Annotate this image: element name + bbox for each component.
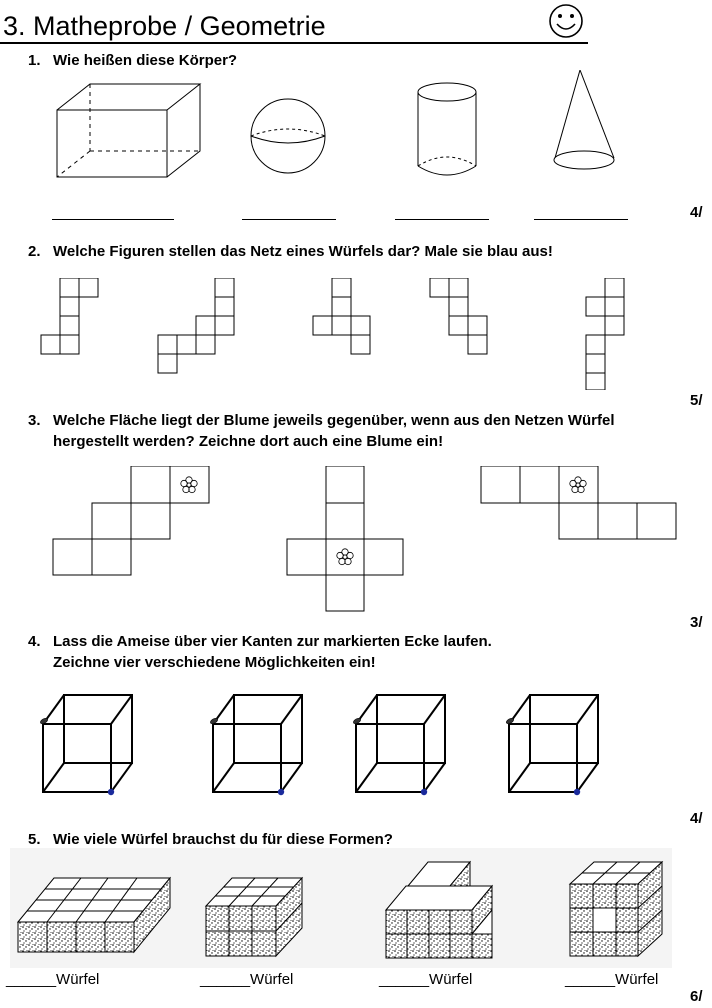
net-option-1[interactable] <box>41 278 98 354</box>
block-shape-4 <box>570 862 662 956</box>
question-5-text: Wie viele Würfel brauchst du für diese Formen? <box>53 831 393 848</box>
net-option-4[interactable] <box>430 278 487 354</box>
question-1 <box>28 50 237 71</box>
question-5-number: 5. <box>28 831 41 848</box>
question-3-line-2: hergestellt werden? Zeichne dort auch eine Blume ein! <box>53 433 444 450</box>
flower-net-2[interactable] <box>287 466 403 611</box>
net-option-2[interactable] <box>158 278 234 373</box>
smiley-icon <box>548 3 584 39</box>
flower-nets-q3 <box>52 466 682 614</box>
flower-net-1[interactable] <box>53 466 209 575</box>
question-1-number: 1. <box>28 52 41 69</box>
flower-icon <box>181 477 197 493</box>
question-3-line-1: Welche Fläche liegt der Blume jeweils gegenüber, wenn aus den Netzen Würfel <box>53 412 615 429</box>
cylinder-figure <box>418 83 476 175</box>
question-4-line-2: Zeichne vier verschiedene Möglichkeiten ein! <box>53 654 376 671</box>
answer-line-4[interactable] <box>534 219 628 220</box>
ant-cube-3[interactable] <box>352 695 445 795</box>
flower-icon <box>337 549 353 565</box>
ant-cubes-q4 <box>36 688 656 800</box>
question-4-number: 4. <box>28 633 41 650</box>
ant-cube-4[interactable] <box>505 695 598 795</box>
answer-count-3[interactable]: ______Würfel <box>379 971 473 988</box>
page-title: 3. Matheprobe / Geometrie <box>3 11 326 41</box>
question-2 <box>28 241 553 262</box>
question-2-text: Welche Figuren stellen das Netz eines Würfels dar? Male sie blau aus! <box>53 243 553 260</box>
ant-cube-1[interactable] <box>39 695 132 795</box>
points-q5: 6/ <box>690 988 703 1005</box>
title-underline <box>0 42 588 44</box>
points-q4: 4/ <box>690 810 703 827</box>
cuboid-figure <box>57 84 200 177</box>
ant-cube-2[interactable] <box>209 695 302 795</box>
question-4 <box>28 631 492 673</box>
answer-line-3[interactable] <box>395 219 489 220</box>
sphere-figure <box>251 99 325 173</box>
question-3-number: 3. <box>28 412 41 429</box>
cube-nets-q2 <box>40 278 640 390</box>
answer-line-1[interactable] <box>52 219 174 220</box>
question-4-line-1: Lass die Ameise über vier Kanten zur markierten Ecke laufen. <box>53 633 492 650</box>
cone-figure <box>554 70 614 169</box>
net-option-3[interactable] <box>313 278 370 354</box>
points-q1: 4/ <box>690 204 703 221</box>
answer-line-2[interactable] <box>242 219 336 220</box>
answer-count-4[interactable]: ______Würfel <box>565 971 659 988</box>
answer-count-2[interactable]: ______Würfel <box>200 971 294 988</box>
flower-icon <box>570 477 586 493</box>
solids-figures <box>50 70 650 190</box>
question-5 <box>28 829 393 850</box>
points-q3: 3/ <box>690 614 703 631</box>
question-3 <box>28 410 615 452</box>
points-q2: 5/ <box>690 392 703 409</box>
answer-count-1[interactable]: ______Würfel <box>6 971 100 988</box>
question-2-number: 2. <box>28 243 41 260</box>
block-shapes-q5 <box>10 848 672 968</box>
question-1-text: Wie heißen diese Körper? <box>53 52 238 69</box>
net-option-5[interactable] <box>586 278 624 390</box>
